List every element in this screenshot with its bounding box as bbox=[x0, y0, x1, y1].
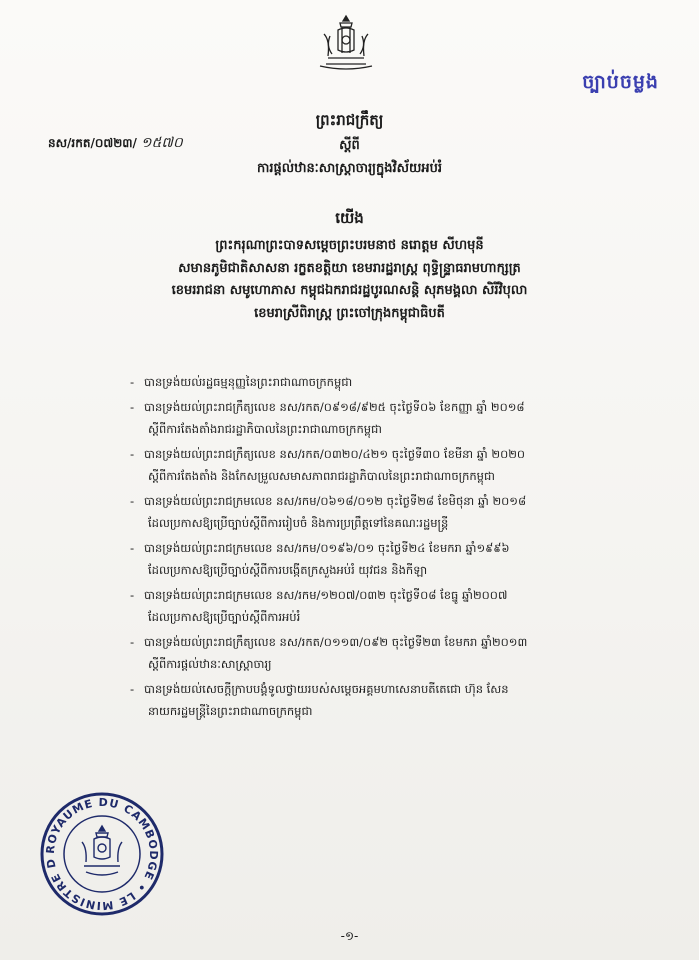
copy-stamp: ច្បាប់ចម្លង bbox=[582, 71, 659, 93]
reference-line: - បានទ្រង់យល់ព្រះរាជក្រឹត្យលេខ នស/រកត/០៩១៨/៩២៥ ចុះថ្ងៃទី០៦ ខែកញ្ញា ឆ្នាំ ២០១៨ bbox=[144, 399, 525, 414]
reference-line: - បានទ្រង់យល់ព្រះរាជក្រមលេខ នស/រកម/០៦១៨/០១២ ចុះថ្ងៃទី២៨ ខែមិថុនា ឆ្នាំ ២០១៨ bbox=[144, 493, 527, 508]
reference-item bbox=[130, 490, 670, 535]
document-type: ព្រះរាជក្រឹត្យ bbox=[315, 111, 384, 129]
king-title-line: ខេមរាស្រីពិរាស្ត្រ ព្រះចៅក្រុងកម្ពុជាធិបតី bbox=[254, 305, 445, 321]
seal-ring-text: ROYAUME DU CAMBODGE • LE MINISTRE D bbox=[43, 795, 161, 913]
reference-line: ដែលប្រកាសឱ្យប្រើច្បាប់ស្ដីពីការបង្កើតក្រសួងអប់រំ យុវជន និងកីឡា bbox=[148, 563, 428, 577]
reference-line: ដែលប្រកាសឱ្យប្រើច្បាប់ស្ដីពីការរៀបចំ និងការប្រព្រឹត្តទៅនៃគណៈរដ្ឋមន្ត្រី bbox=[148, 516, 449, 530]
reference-line: - បានទ្រង់យល់ព្រះរាជក្រឹត្យលេខ នស/រកត/០៣២០/៤២១ ចុះថ្ងៃទី៣០ ខែមីនា ឆ្នាំ ២០២០ bbox=[144, 446, 526, 461]
reference-line: - បានទ្រង់យល់រដ្ឋធម្មនុញ្ញនៃព្រះរាជាណាចក្រកម្ពុជា bbox=[144, 375, 353, 389]
reference-line: - បានទ្រង់យល់ព្រះរាជក្រមលេខ នស/រកម/០១៩៦/០១ ចុះថ្ងៃទី២៤ ខែមករា ឆ្នាំ១៩៩៦ bbox=[144, 540, 510, 555]
reference-number-printed: នស/រកត/០៧២៣/ bbox=[48, 136, 137, 150]
reference-line: - បានទ្រង់យល់សេចក្ដីក្រាបបង្គំទូលថ្វាយរបស់សម្ដេចអគ្គមហាសេនាបតីតេជោ ហ៊ុន សែន bbox=[144, 681, 509, 696]
preamble-we: យើង bbox=[335, 209, 364, 227]
king-title-block bbox=[60, 235, 639, 325]
reference-line: - បានទ្រង់យល់ព្រះរាជក្រមលេខ នស/រកម/១២០៧/០៣២ ចុះថ្ងៃទី០៨ ខែធ្នូ ឆ្នាំ២០០៧ bbox=[144, 587, 508, 602]
reference-line: - បានទ្រង់យល់ព្រះរាជក្រឹត្យលេខ នស/រកត/០១១៣/០៩២ ចុះថ្ងៃទី២៣ ខែមករា ឆ្នាំ២០១៣ bbox=[144, 634, 528, 649]
reference-item bbox=[130, 537, 670, 582]
reference-item bbox=[130, 584, 670, 629]
royal-coat-of-arms-icon bbox=[314, 14, 378, 74]
document-subject: ការផ្ដល់ឋានៈសាស្ត្រាចារ្យក្នុងវិស័យអប់រំ bbox=[256, 161, 442, 176]
legal-references-list bbox=[130, 371, 670, 725]
reference-item bbox=[130, 396, 670, 441]
reference-item bbox=[130, 443, 670, 488]
king-title-line: ព្រះករុណាព្រះបាទសម្ដេចព្រះបរមនាថ នរោត្ដម សីហមុនី bbox=[215, 238, 484, 253]
page-number: -១- bbox=[340, 929, 359, 943]
reference-item bbox=[130, 631, 670, 676]
royal-seal-icon bbox=[38, 790, 166, 918]
about-label: ស្ដីពី bbox=[339, 138, 360, 153]
reference-line: ដែលប្រកាសឱ្យប្រើច្បាប់ស្ដីពីការអប់រំ bbox=[148, 610, 301, 624]
reference-item bbox=[130, 678, 670, 723]
reference-line: ស្ដីពីការតែងតាំង និងកែសម្រួលសមាសភាពរាជរដ្ឋាភិបាលនៃព្រះរាជាណាចក្រកម្ពុជា bbox=[148, 469, 495, 483]
king-title-line: ខេមររាជនា សមូហោភាស កម្ពុជឯករាជរដ្ឋបូរណសន្តិ សុភមង្គលា សិរីវិបុលា bbox=[171, 283, 528, 298]
reference-number-handwritten: ១៥៧០ bbox=[140, 135, 183, 151]
reference-line: ស្ដីពីការផ្ដល់ឋានៈសាស្ត្រាចារ្យ bbox=[148, 657, 272, 671]
king-title-line: សមានភូមិជាតិសាសនា រក្ខតខត្តិយា ខេមរារដ្ឋរាស្ត្រ ពុទ្ធិន្ទ្រាធរាមហាក្សត្រ bbox=[178, 260, 521, 276]
reference-item bbox=[130, 371, 670, 394]
reference-line: ស្ដីពីការតែងតាំងរាជរដ្ឋាភិបាលនៃព្រះរាជាណាចក្រកម្ពុជា bbox=[148, 422, 382, 436]
reference-line: នាយករដ្ឋមន្ត្រីនៃព្រះរាជាណាចក្រកម្ពុជា bbox=[148, 704, 313, 718]
